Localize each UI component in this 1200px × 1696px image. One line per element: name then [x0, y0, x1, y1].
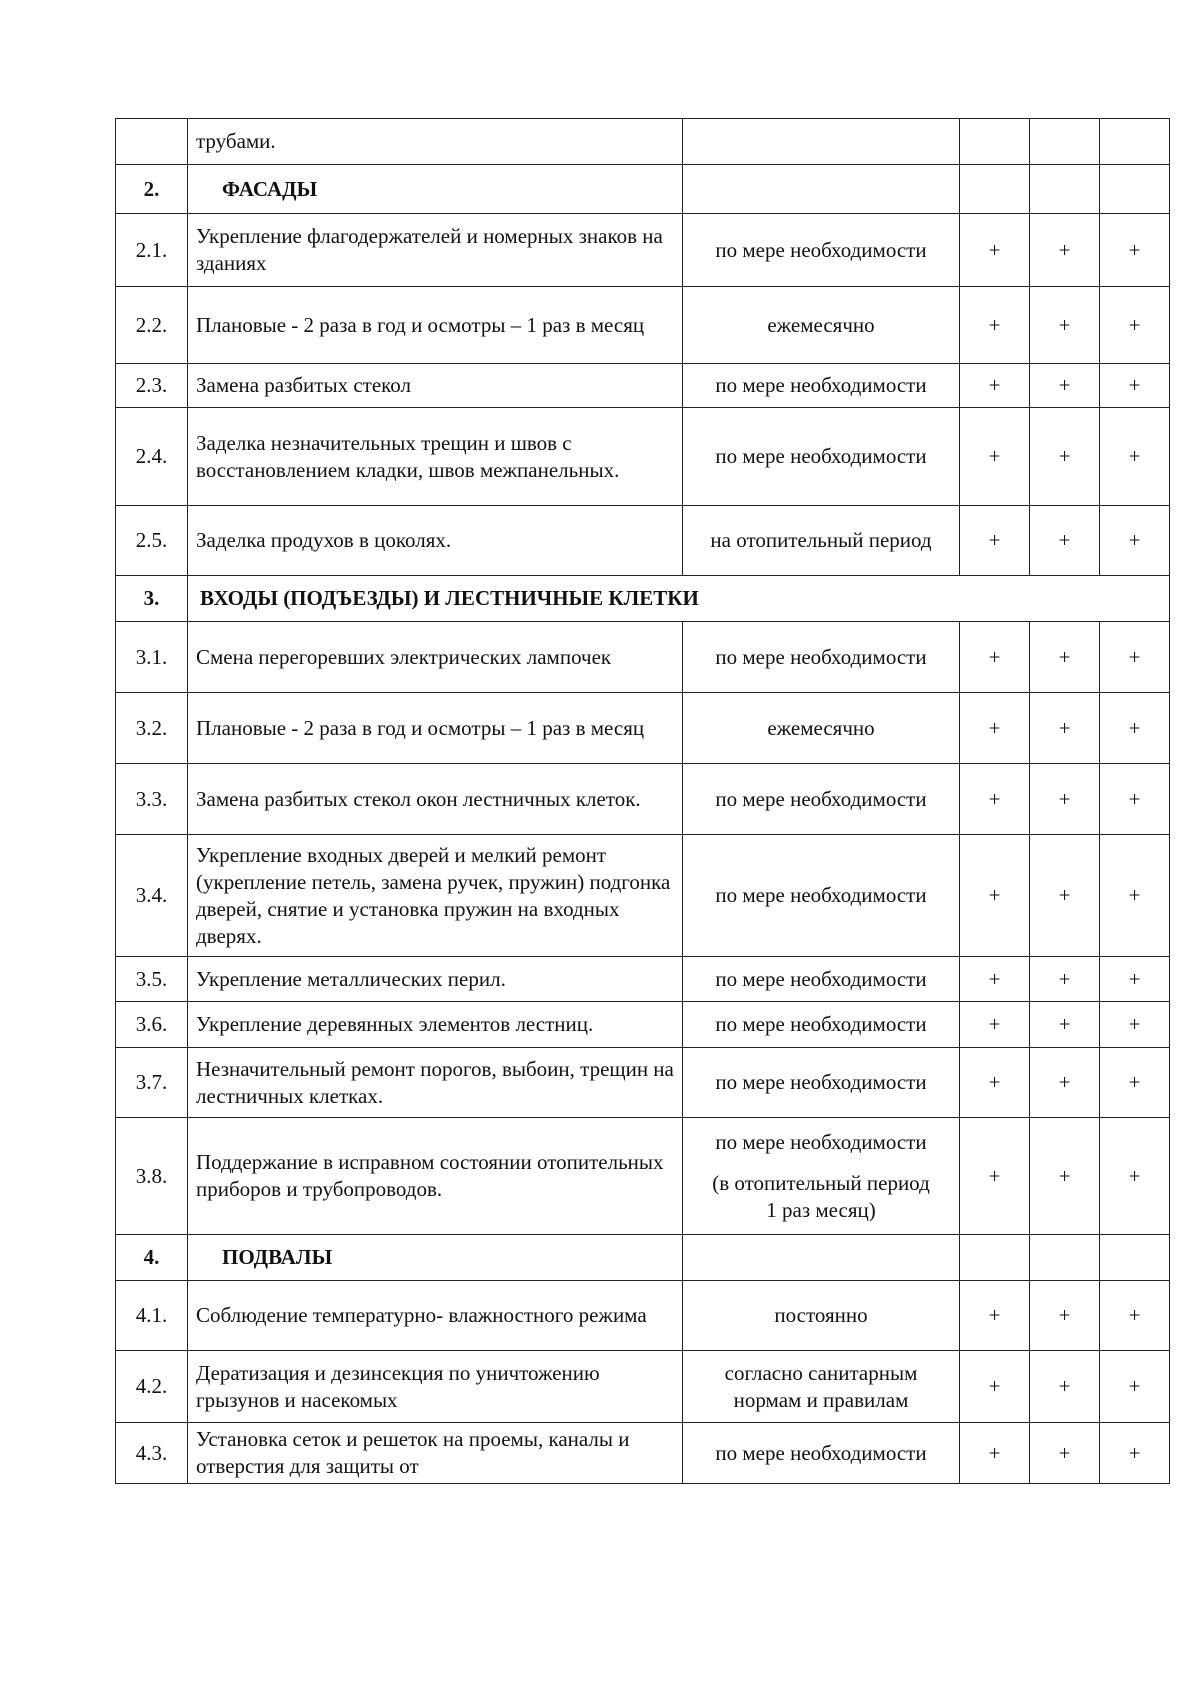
applicability-mark: +: [1100, 506, 1170, 576]
work-description: Заделка незначительных трещин и швов с восстановлением кладки, швов межпанельных.: [188, 408, 683, 506]
empty-cell: [683, 1235, 960, 1281]
table-row: [116, 364, 1170, 408]
work-description: Незначительный ремонт порогов, выбоин, трещин на лестничных клетках.: [188, 1048, 683, 1118]
item-number: 4.2.: [116, 1351, 188, 1423]
applicability-mark: +: [960, 1118, 1030, 1235]
applicability-mark: +: [1030, 764, 1100, 835]
work-description: трубами.: [188, 119, 683, 165]
frequency-line: (в отопительный период: [712, 1170, 930, 1195]
work-description: Смена перегоревших электрических лампочек: [188, 622, 683, 693]
empty-cell: [1100, 165, 1170, 214]
item-number: 4.1.: [116, 1281, 188, 1351]
work-frequency: постоянно: [683, 1281, 960, 1351]
work-frequency: ежемесячно: [683, 287, 960, 364]
empty-cell: [960, 165, 1030, 214]
section-title: ПОДВАЛЫ: [188, 1235, 683, 1281]
work-description: Установка сеток и решеток на проемы, каналы и отверстия для защиты от: [188, 1423, 683, 1484]
work-frequency: по мере необходимости: [683, 214, 960, 287]
frequency-line: 1 раз месяц): [766, 1197, 876, 1222]
applicability-mark: +: [960, 214, 1030, 287]
applicability-mark: +: [960, 506, 1030, 576]
work-frequency: ежемесячно: [683, 693, 960, 764]
applicability-mark: +: [1030, 622, 1100, 693]
work-frequency: по мере необходимости: [683, 764, 960, 835]
work-frequency: по мере необходимости: [683, 1002, 960, 1048]
applicability-mark: +: [1030, 1423, 1100, 1484]
table-row: [116, 764, 1170, 835]
applicability-mark: +: [1100, 693, 1170, 764]
applicability-mark: +: [960, 1351, 1030, 1423]
work-description: Плановые - 2 раза в год и осмотры – 1 раз в месяц: [188, 287, 683, 364]
applicability-mark: +: [1030, 364, 1100, 408]
applicability-mark: +: [1030, 835, 1100, 957]
item-number: 2.3.: [116, 364, 188, 408]
item-number: 4.: [116, 1235, 188, 1281]
applicability-mark: +: [1100, 287, 1170, 364]
work-description: Соблюдение температурно- влажностного режима: [188, 1281, 683, 1351]
applicability-mark: +: [960, 287, 1030, 364]
item-number: 2.2.: [116, 287, 188, 364]
table-row: [116, 957, 1170, 1002]
applicability-mark: +: [1030, 287, 1100, 364]
applicability-mark: +: [1100, 957, 1170, 1002]
item-number: 2.: [116, 165, 188, 214]
applicability-mark: +: [1100, 408, 1170, 506]
applicability-mark: +: [1100, 622, 1170, 693]
applicability-mark: +: [1100, 1118, 1170, 1235]
applicability-mark: +: [1030, 957, 1100, 1002]
table-row: [116, 506, 1170, 576]
table-row: [116, 119, 1170, 165]
applicability-mark: +: [960, 1423, 1030, 1484]
applicability-mark: +: [960, 764, 1030, 835]
applicability-mark: +: [960, 1048, 1030, 1118]
work-description: Укрепление входных дверей и мелкий ремонт (укрепление петель, замена ручек, пружин) подгонка дверей, снятие и установка пружин на входных дверях.: [188, 835, 683, 957]
applicability-mark: +: [1030, 1048, 1100, 1118]
applicability-mark: +: [1030, 1118, 1100, 1235]
work-description: Поддержание в исправном состоянии отопительных приборов и трубопроводов.: [188, 1118, 683, 1235]
work-description: Укрепление деревянных элементов лестниц.: [188, 1002, 683, 1048]
applicability-mark: +: [1100, 1002, 1170, 1048]
applicability-mark: [1030, 119, 1100, 165]
work-frequency: [683, 119, 960, 165]
work-frequency: по мере необходимости: [683, 957, 960, 1002]
item-number: 2.1.: [116, 214, 188, 287]
item-number: [116, 119, 188, 165]
table-row: [116, 1048, 1170, 1118]
item-number: 3.7.: [116, 1048, 188, 1118]
table-body: [116, 119, 1170, 1484]
work-description: Укрепление флагодержателей и номерных знаков на зданиях: [188, 214, 683, 287]
applicability-mark: +: [1100, 764, 1170, 835]
work-frequency: по мере необходимости: [683, 1423, 960, 1484]
applicability-mark: +: [960, 957, 1030, 1002]
work-frequency: по мере необходимости: [683, 364, 960, 408]
frequency-line: по мере необходимости: [715, 1129, 927, 1154]
empty-cell: [683, 165, 960, 214]
section-title: ФАСАДЫ: [188, 165, 683, 214]
empty-cell: [960, 1235, 1030, 1281]
table-row: [116, 1423, 1170, 1484]
applicability-mark: +: [960, 693, 1030, 764]
item-number: 3.5.: [116, 957, 188, 1002]
applicability-mark: +: [1100, 1423, 1170, 1484]
applicability-mark: [960, 119, 1030, 165]
applicability-mark: +: [1100, 1048, 1170, 1118]
work-frequency: по мере необходимости: [683, 1048, 960, 1118]
applicability-mark: +: [960, 622, 1030, 693]
work-description: Заделка продухов в цоколях.: [188, 506, 683, 576]
item-number: 2.4.: [116, 408, 188, 506]
work-frequency: по мере необходимости: [683, 622, 960, 693]
table-row: [116, 1118, 1170, 1235]
applicability-mark: +: [960, 1002, 1030, 1048]
applicability-mark: +: [1030, 408, 1100, 506]
table-row: [116, 214, 1170, 287]
table-row: [116, 1351, 1170, 1423]
item-number: 3.2.: [116, 693, 188, 764]
item-number: 3.3.: [116, 764, 188, 835]
applicability-mark: +: [960, 364, 1030, 408]
applicability-mark: +: [1030, 1002, 1100, 1048]
applicability-mark: +: [1030, 1281, 1100, 1351]
work-description: Плановые - 2 раза в год и осмотры – 1 раз в месяц: [188, 693, 683, 764]
section-row: [116, 1235, 1170, 1281]
work-frequency: [683, 1118, 960, 1235]
section-row: [116, 576, 1170, 622]
maintenance-works-table: [115, 118, 1170, 1484]
table-row: [116, 287, 1170, 364]
work-description: Замена разбитых стекол окон лестничных клеток.: [188, 764, 683, 835]
table-row: [116, 693, 1170, 764]
work-frequency: по мере необходимости: [683, 408, 960, 506]
section-row: [116, 165, 1170, 214]
applicability-mark: [1100, 119, 1170, 165]
applicability-mark: +: [1100, 364, 1170, 408]
work-description: Дератизация и дезинсекция по уничтожению грызунов и насекомых: [188, 1351, 683, 1423]
applicability-mark: +: [1100, 1351, 1170, 1423]
applicability-mark: +: [1100, 835, 1170, 957]
applicability-mark: +: [1100, 1281, 1170, 1351]
section-title: ВХОДЫ (ПОДЪЕЗДЫ) И ЛЕСТНИЧНЫЕ КЛЕТКИ: [188, 576, 1170, 622]
applicability-mark: +: [1030, 506, 1100, 576]
applicability-mark: +: [1030, 214, 1100, 287]
table-row: [116, 835, 1170, 957]
empty-cell: [1030, 165, 1100, 214]
applicability-mark: +: [1030, 693, 1100, 764]
table-row: [116, 622, 1170, 693]
item-number: 3.: [116, 576, 188, 622]
applicability-mark: +: [960, 408, 1030, 506]
empty-cell: [1100, 1235, 1170, 1281]
work-description: Замена разбитых стекол: [188, 364, 683, 408]
applicability-mark: +: [960, 835, 1030, 957]
table-row: [116, 408, 1170, 506]
applicability-mark: +: [960, 1281, 1030, 1351]
item-number: 3.6.: [116, 1002, 188, 1048]
applicability-mark: +: [1030, 1351, 1100, 1423]
item-number: 3.4.: [116, 835, 188, 957]
table-row: [116, 1281, 1170, 1351]
item-number: 3.1.: [116, 622, 188, 693]
work-frequency: согласно санитарным нормам и правилам: [683, 1351, 960, 1423]
item-number: 2.5.: [116, 506, 188, 576]
empty-cell: [1030, 1235, 1100, 1281]
item-number: 3.8.: [116, 1118, 188, 1235]
work-frequency: на отопительный период: [683, 506, 960, 576]
work-description: Укрепление металлических перил.: [188, 957, 683, 1002]
table-row: [116, 1002, 1170, 1048]
work-frequency: по мере необходимости: [683, 835, 960, 957]
item-number: 4.3.: [116, 1423, 188, 1484]
applicability-mark: +: [1100, 214, 1170, 287]
